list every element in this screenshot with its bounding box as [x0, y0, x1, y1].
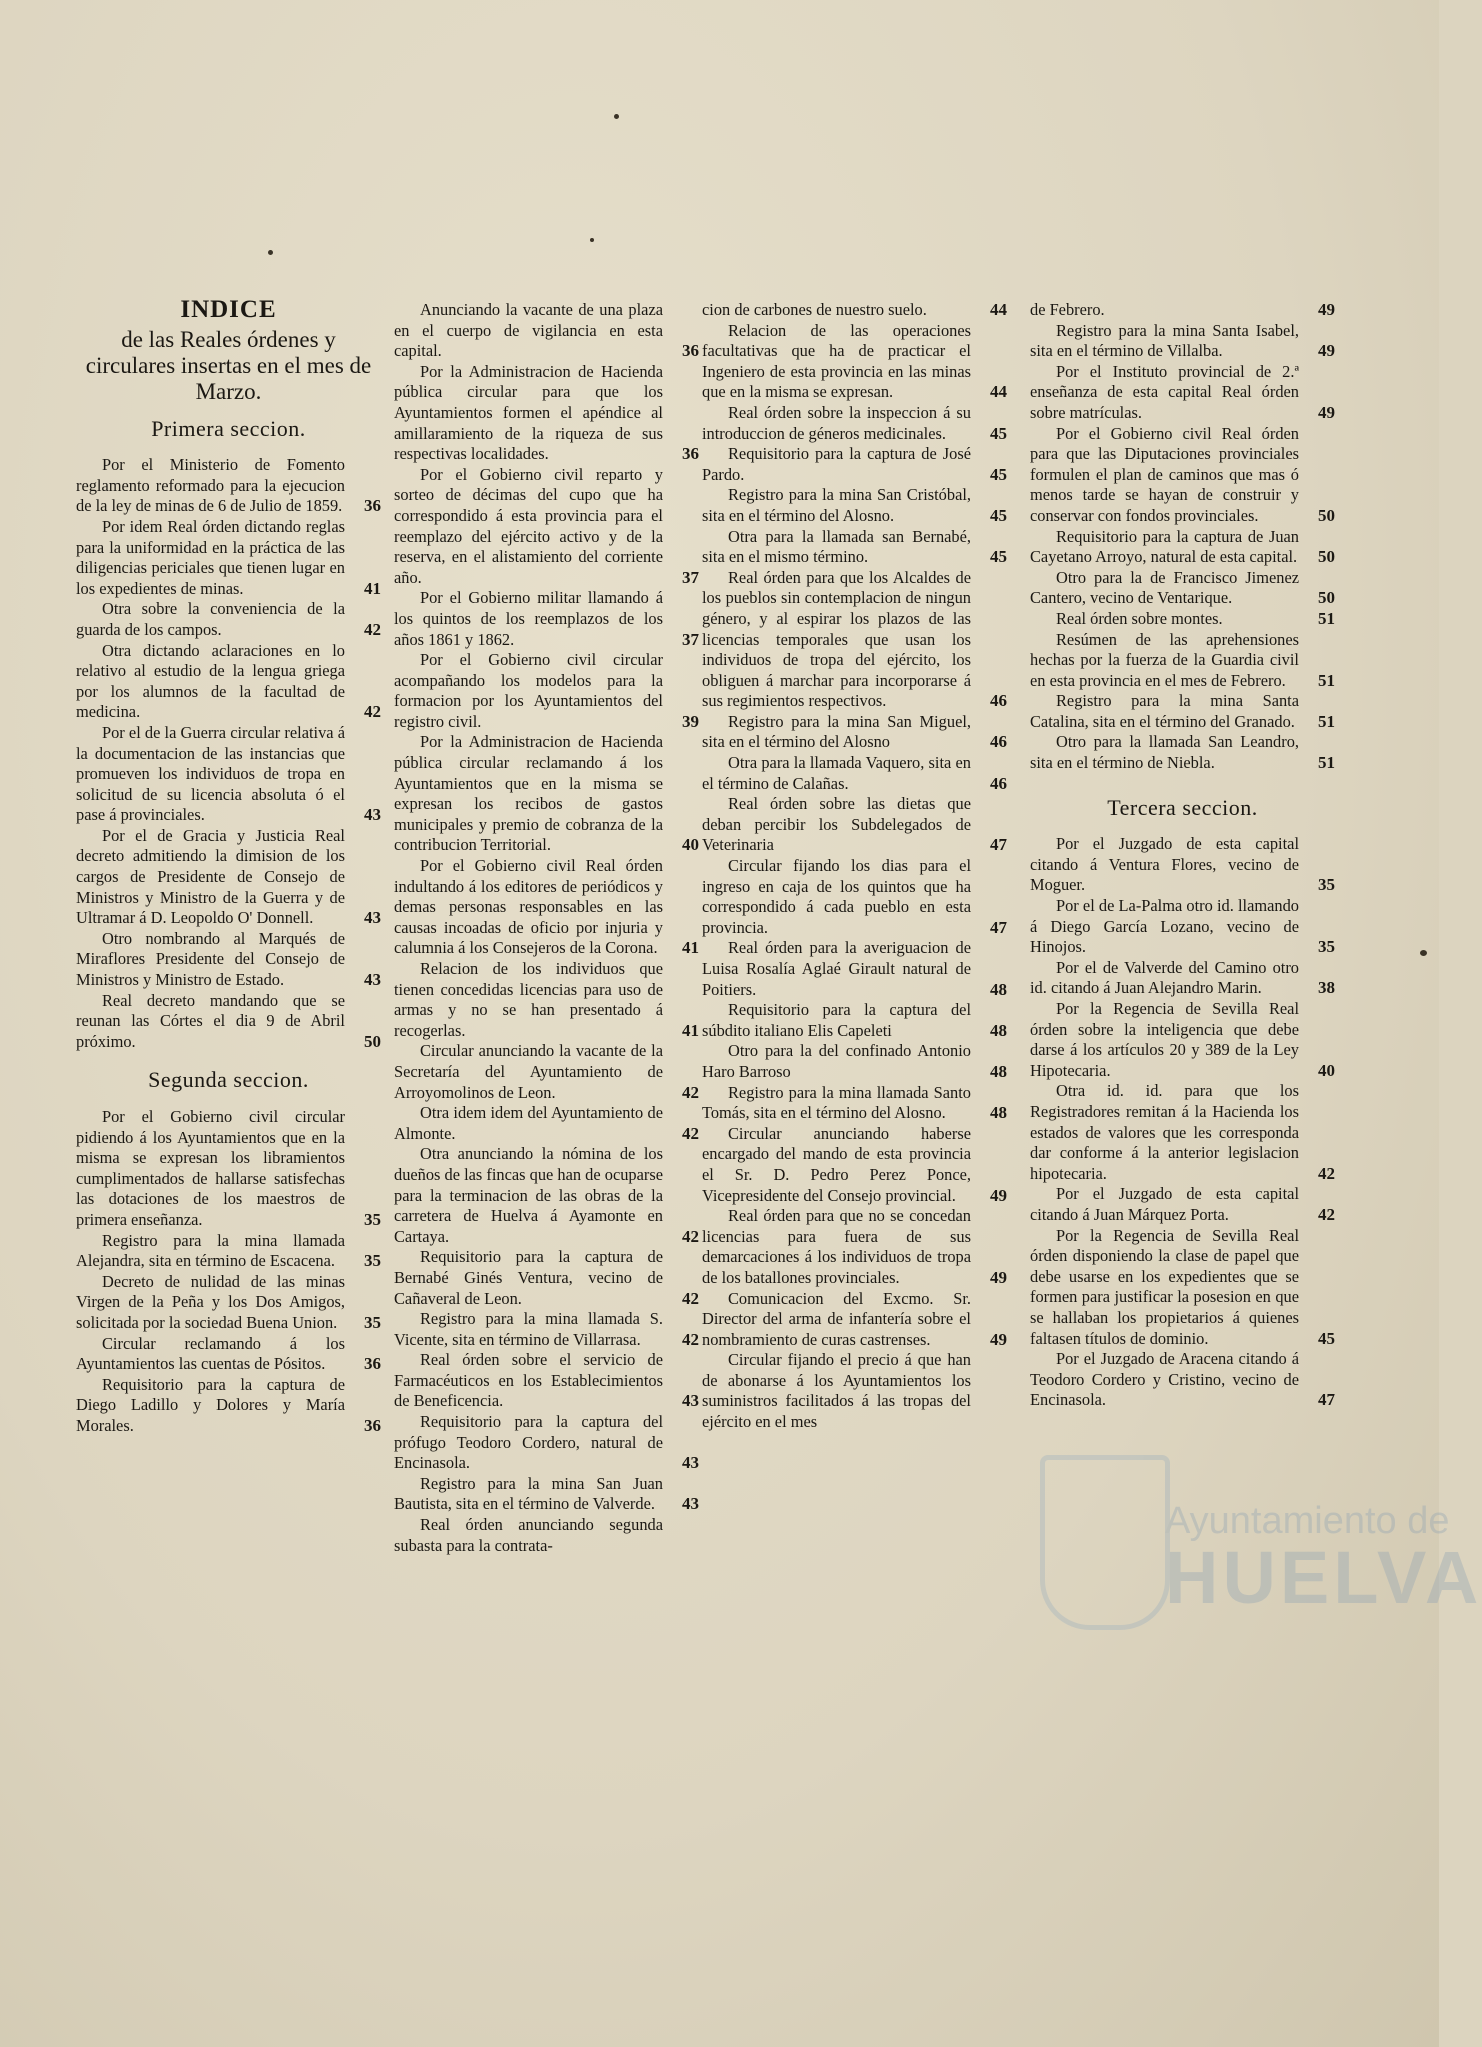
entry-page-number: 43: [682, 1494, 699, 1514]
index-entry: [394, 650, 699, 732]
entry-page-number: 49: [990, 1185, 1007, 1205]
entry-text: Requisitorio para la captura de Bernabé Ginés Ventura, vecino de Cañaveral de Leon.: [394, 1247, 663, 1308]
entry-text: Anunciando la vacante de una plaza en el cuerpo de vigilancia en esta capital.: [394, 300, 663, 361]
entry-page-number: 49: [1318, 341, 1335, 361]
entry-page-number: 42: [1318, 1163, 1335, 1183]
entry-text: Por la Regencia de Sevilla Real órden sobre la inteligencia que debe darse á los artículos 20 y 389 de la Ley Hipotecaria.: [1030, 999, 1299, 1080]
entry-text: Por el Juzgado de esta capital citando á Juan Márquez Porta.: [1030, 1184, 1299, 1224]
entry-text: Por el Gobierno civil reparto y sorteo de décimas del cupo que ha correspondido á esta provincia para el reemplazo del ejército activo y de la reserva, en el alistamiento del corriente año.: [394, 464, 663, 587]
index-entry: [702, 1083, 1007, 1124]
index-entry: [1030, 691, 1335, 732]
index-entry: [702, 856, 1007, 938]
entry-page-number: 37: [682, 567, 699, 587]
entry-page-number: 50: [1318, 547, 1335, 567]
ink-speck: [1420, 950, 1427, 956]
section-heading-segunda: Segunda seccion.: [148, 1067, 309, 1093]
entry-page-number: 49: [990, 1267, 1007, 1287]
entry-page-number: 47: [1318, 1390, 1335, 1410]
coat-of-arms-icon: [1040, 1455, 1170, 1630]
entry-text: Otra anunciando la nómina de los dueños de las fincas que han de ocuparse para la terminacion de las obras de la carretera de Huelva á Ayamonte en Cartaya.: [394, 1144, 663, 1246]
entry-text: Circular anunciando haberse encargado del mando de esta provincia el Sr. D. Pedro Perez Ponce, Vicepresidente del Consejo provincial.: [702, 1123, 971, 1205]
entries-segunda-cont: [394, 300, 699, 1556]
index-entry: [76, 723, 381, 826]
entry-page-number: 49: [990, 1329, 1007, 1349]
entry-page-number: 48: [990, 1061, 1007, 1081]
entry-text: Requisitorio para la captura de Juan Cayetano Arroyo, natural de esta capital.: [1030, 526, 1299, 567]
entry-page-number: 43: [682, 1391, 699, 1411]
entry-text: Real órden sobre montes.: [1056, 608, 1223, 628]
entry-text: Circular anunciando la vacante de la Secretaría del Ayuntamiento de Arroyomolinos de Leon.: [394, 1041, 663, 1102]
entry-text: Registro para la mina llamada Alejandra, sita en término de Escacena.: [76, 1230, 345, 1271]
entry-page-number: 43: [364, 970, 381, 990]
index-column-2: [394, 300, 699, 1556]
entries-segunda-cont-2: [702, 300, 1007, 1433]
entry-text: Real órden anunciando segunda subasta para la contrata-: [394, 1515, 663, 1555]
entry-text: Requisitorio para la captura de Diego Ladillo y Dolores y María Morales.: [76, 1374, 345, 1435]
entry-text: Por el Instituto provincial de 2.ª enseñanza de esta capital Real órden sobre matrículas.: [1030, 361, 1299, 422]
entry-text: Por el Gobierno civil circular acompañando los modelos para la formacion por los Ayuntamientos del registro civil.: [394, 650, 663, 731]
entry-page-number: 43: [364, 908, 381, 928]
entry-page-number: 42: [682, 1226, 699, 1246]
index-entry: [76, 929, 381, 991]
index-column-1: [76, 296, 381, 1437]
entry-page-number: 35: [364, 1312, 381, 1332]
index-entry: [394, 856, 699, 959]
index-entry: [1030, 999, 1335, 1081]
entry-text: Otra para la llamada Vaquero, sita en el término de Calañas.: [702, 753, 971, 793]
entry-page-number: 50: [1318, 588, 1335, 608]
index-entry: [394, 732, 699, 856]
entry-page-number: 42: [682, 1123, 699, 1143]
entry-page-number: 51: [1318, 608, 1335, 628]
index-entry: [394, 1247, 699, 1309]
entry-page-number: 47: [990, 835, 1007, 855]
entry-text: cion de carbones de nuestro suelo.: [702, 300, 927, 319]
index-entry: [76, 1231, 381, 1272]
entry-text: Real órden para que no se concedan licencias para fuera de sus demarcaciones á los individuos de tropa de los batallones provinciales.: [702, 1206, 971, 1287]
index-entry: [76, 1107, 381, 1231]
entry-page-number: 45: [1318, 1328, 1335, 1348]
entry-page-number: 45: [990, 464, 1007, 484]
index-entry: [1030, 896, 1335, 958]
entry-page-number: 46: [990, 732, 1007, 752]
entry-page-number: 35: [1318, 875, 1335, 895]
entry-text: Registro para la mina Santa Catalina, sita en el término del Granado.: [1030, 691, 1299, 731]
entry-text: Por la Administracion de Hacienda pública circular reclamando á los Ayuntamientos que en la misma se expresan los recibos de gastos municipales y premio de cobranza de la contribucion Territorial.: [394, 732, 663, 855]
index-entry: [702, 485, 1007, 526]
index-entry: [76, 1272, 381, 1334]
entry-page-number: 50: [364, 1031, 381, 1051]
index-entry: [1030, 1349, 1335, 1411]
entry-page-number: 40: [682, 835, 699, 855]
entry-text: Otro para la del confinado Antonio Haro Barroso: [702, 1041, 971, 1081]
index-entry: [702, 938, 1007, 1000]
entry-text: Registro para la mina San Miguel, sita en el término del Alosno: [702, 711, 971, 752]
entry-text: Por la Administracion de Hacienda pública circular para que los Ayuntamientos formen el apéndice al amillaramiento de la riqueza de sus respectivas localidades.: [394, 361, 663, 464]
entry-text: Registro para la mina San Juan Bautista, sita en el término de Valverde.: [394, 1473, 663, 1514]
entry-text: Por el Gobierno civil Real órden para que las Diputaciones provinciales formulen el plan de caminos que mas ó menos tarde se hayan de construir y conservar con fondos provinciales.: [1030, 423, 1299, 525]
index-entry: [702, 1206, 1007, 1288]
entry-page-number: 43: [682, 1453, 699, 1473]
index-entry: [1030, 424, 1335, 527]
index-entry: [1030, 609, 1335, 630]
index-entry: [394, 959, 699, 1041]
entry-page-number: 44: [990, 382, 1007, 402]
index-entry: [394, 1309, 699, 1350]
index-entry: [1030, 1081, 1335, 1184]
entries-segunda: [76, 1107, 381, 1437]
entry-page-number: 48: [990, 1103, 1007, 1123]
index-entry: [76, 455, 381, 517]
entry-page-number: 43: [364, 805, 381, 825]
entry-page-number: 45: [990, 423, 1007, 443]
ink-speck: [614, 114, 619, 119]
entry-page-number: 42: [682, 1288, 699, 1308]
entry-text: Real órden sobre el servicio de Farmacéuticos en los Establecimientos de Beneficencia.: [394, 1350, 663, 1411]
index-entry: [1030, 958, 1335, 999]
index-entry: [76, 1375, 381, 1437]
entry-text: Otra id. id. para que los Registradores remitan á la Hacienda los estados de valores que les corresponda dar conforme á la anterior legislacion hipotecaria.: [1030, 1081, 1299, 1183]
index-entry: [394, 362, 699, 465]
index-entry: [702, 403, 1007, 444]
index-entry: [702, 1124, 1007, 1206]
index-entry: [702, 444, 1007, 485]
index-entry: [1030, 300, 1335, 321]
entry-text: Registro para la mina San Cristóbal, sita en el término del Alosno.: [702, 485, 971, 525]
entry-text: Real decreto mandando que se reunan las Córtes el dia 9 de Abril próximo.: [76, 990, 345, 1051]
entries-segunda-end: [1030, 300, 1335, 774]
entry-page-number: 51: [1318, 670, 1335, 690]
index-entry: [702, 1350, 1007, 1432]
index-subtitle: de las Reales órdenes y circulares insertas en el mes de Marzo.: [85, 326, 372, 404]
entries-tercera: [1030, 834, 1335, 1411]
entry-text: Requisitorio para la captura del súbdito italiano Elis Capeleti: [702, 1000, 971, 1040]
entry-text: Otro nombrando al Marqués de Miraflores Presidente del Consejo de Ministros y Ministro de Estado.: [76, 928, 345, 990]
index-title: INDICE: [180, 296, 277, 323]
index-entry: [1030, 527, 1335, 568]
index-entry: [1030, 1184, 1335, 1225]
index-entry: [702, 1041, 1007, 1082]
index-entry: [1030, 1226, 1335, 1350]
entry-page-number: 49: [1318, 402, 1335, 422]
ink-speck: [590, 238, 594, 242]
index-column-4: [1030, 300, 1335, 1411]
index-entry: [702, 794, 1007, 856]
index-entry: [1030, 568, 1335, 609]
index-entry: [394, 465, 699, 589]
entry-text: Por el Ministerio de Fomento reglamento reformado para la ejecucion de la ley de minas de 6 de Julio de 1859.: [76, 455, 345, 516]
index-entry: [394, 1103, 699, 1144]
section-heading-tercera: Tercera seccion.: [1107, 794, 1258, 820]
entry-page-number: 39: [682, 711, 699, 731]
entry-text: Decreto de nulidad de las minas Virgen de la Peña y los Dos Amigos, solicitada por la sociedad Buena Union.: [76, 1271, 345, 1332]
entry-text: Circular fijando el precio á que han de abonarse á los Ayuntamientos los suministros facilitados á las tropas del ejército en el mes: [702, 1350, 971, 1432]
index-entry: [1030, 834, 1335, 896]
entry-page-number: 46: [990, 691, 1007, 711]
entry-page-number: 36: [364, 496, 381, 516]
entry-text: Por el Juzgado de esta capital citando á Ventura Flores, vecino de Moguer.: [1030, 834, 1299, 895]
entry-text: Real órden para la averiguacion de Luisa Rosalía Aglaé Girault natural de Poitiers.: [702, 938, 971, 999]
entry-text: Otro para la llamada San Leandro, sita en el término de Niebla.: [1030, 732, 1299, 773]
entry-page-number: 50: [1318, 505, 1335, 525]
index-entry: [76, 599, 381, 640]
index-entry: [394, 1515, 699, 1556]
entry-page-number: 47: [990, 917, 1007, 937]
entry-text: Requisitorio para la captura del prófugo Teodoro Cordero, natural de Encinasola.: [394, 1412, 663, 1473]
entry-text: Relacion de los individuos que tienen concedidas licencias para uso de armas y no se han presentado á recogerlas.: [394, 959, 663, 1040]
entry-text: Registro para la mina Santa Isabel, sita en el término de Villalba.: [1030, 320, 1299, 361]
entry-text: Otra dictando aclaraciones en lo relativo al estudio de la lengua griega por los alumnos de la facultad de medicina.: [76, 640, 345, 722]
municipal-watermark: [1040, 1455, 1482, 1675]
entry-text: Por el Gobierno militar llamando á los quintos de los reemplazos de los años 1861 y 1862.: [394, 588, 663, 649]
entry-text: Por el Gobierno civil Real órden indultando á los editores de periódicos y demas personas responsables en las causas incoadas de oficio por injuria y calumnia á los Consejeros de la Corona.: [394, 856, 663, 958]
entry-text: Otra para la llamada san Bernabé, sita en el mismo término.: [702, 526, 971, 567]
entry-text: Por el de Valverde del Camino otro id. citando á Juan Alejandro Marin.: [1030, 957, 1299, 998]
entry-page-number: 42: [364, 702, 381, 722]
entry-page-number: 41: [682, 1020, 699, 1040]
entry-page-number: 41: [682, 938, 699, 958]
section-heading-primera: Primera seccion.: [151, 415, 306, 441]
entries-primera: [76, 455, 381, 1052]
entry-page-number: 42: [682, 1082, 699, 1102]
entry-page-number: 46: [990, 773, 1007, 793]
index-entry: [702, 300, 1007, 321]
entry-page-number: 35: [364, 1209, 381, 1229]
index-entry: [702, 1289, 1007, 1351]
entry-page-number: 45: [990, 547, 1007, 567]
index-entry: [76, 991, 381, 1053]
entry-text: Por el de La-Palma otro id. llamando á Diego García Lozano, vecino de Hinojos.: [1030, 896, 1299, 957]
index-entry: [702, 568, 1007, 712]
entry-page-number: 36: [364, 1354, 381, 1374]
entry-text: Otra idem idem del Ayuntamiento de Almonte.: [394, 1103, 663, 1143]
entry-page-number: 51: [1318, 711, 1335, 731]
index-entry: [76, 1334, 381, 1375]
index-entry: [394, 1041, 699, 1103]
entry-text: Registro para la mina llamada S. Vicente, sita en término de Villarrasa.: [394, 1309, 663, 1349]
index-entry: [702, 753, 1007, 794]
entry-page-number: 40: [1318, 1060, 1335, 1080]
entry-page-number: 36: [682, 444, 699, 464]
ink-speck: [268, 250, 273, 255]
index-entry: [1030, 630, 1335, 692]
entry-page-number: 48: [990, 1020, 1007, 1040]
entry-page-number: 42: [682, 1329, 699, 1349]
entry-text: Otra sobre la conveniencia de la guarda de los campos.: [76, 599, 345, 639]
watermark-line-1: Ayuntamiento de: [1165, 1500, 1450, 1542]
index-column-3: [702, 300, 1007, 1433]
entry-page-number: 49: [1318, 300, 1335, 319]
entry-text: Circular fijando los dias para el ingreso en caja de los quintos que ha correspondido á cada pueblo en esta provincia.: [702, 856, 971, 937]
index-entry: [76, 641, 381, 723]
index-entry: [702, 1000, 1007, 1041]
entry-page-number: 35: [364, 1251, 381, 1271]
index-entry: [76, 517, 381, 599]
entry-page-number: 42: [1318, 1204, 1335, 1224]
entry-page-number: 36: [682, 341, 699, 361]
entry-text: Por el Gobierno civil circular pidiendo á los Ayuntamientos que en la misma se expresan los libramientos cumplimentados de hallarse satisfechas las dotaciones de los maestros de primera enseñanza.: [76, 1107, 345, 1229]
entry-text: de Febrero.: [1030, 300, 1105, 319]
index-entry: [394, 588, 699, 650]
entry-text: Resúmen de las aprehensiones hechas por la fuerza de la Guardia civil en esta provincia en el mes de Febrero.: [1030, 629, 1299, 690]
entry-text: Requisitorio para la captura de José Pardo.: [702, 444, 971, 484]
entry-text: Relacion de las operaciones facultativas que ha de practicar el Ingeniero de esta provincia en las minas que en la misma se expresan.: [702, 320, 971, 402]
entry-page-number: 44: [990, 300, 1007, 319]
entry-page-number: 37: [682, 629, 699, 649]
entry-text: Real órden sobre la inspeccion á su introduccion de géneros medicinales.: [702, 402, 971, 443]
entry-text: Real órden para que los Alcaldes de los pueblos sin contemplacion de ningun género, y al espirar los plazos de las licencias temporales que usan los individuos de tropa del ejército, los obliguen á marchar para incorporarse á sus regimientos respectivos.: [702, 567, 971, 711]
entry-page-number: 41: [364, 578, 381, 598]
index-entry: [1030, 362, 1335, 424]
entry-text: Por idem Real órden dictando reglas para la uniformidad en la práctica de las diligencias periciales que tienen lugar en los expedientes de minas.: [76, 516, 345, 598]
index-entry: [1030, 321, 1335, 362]
index-entry: [394, 1474, 699, 1515]
entry-page-number: 38: [1318, 978, 1335, 998]
entry-text: Comunicacion del Excmo. Sr. Director del arma de infantería sobre el nombramiento de curas castrenses.: [702, 1288, 971, 1349]
entry-text: Por el Juzgado de Aracena citando á Teodoro Cordero y Cristino, vecino de Encinasola.: [1030, 1349, 1299, 1410]
index-entry: [394, 300, 699, 362]
entry-page-number: 45: [990, 505, 1007, 525]
entry-text: Otro para la de Francisco Jimenez Cantero, vecino de Ventarique.: [1030, 567, 1299, 608]
watermark-line-2: HUELVA: [1165, 1536, 1482, 1619]
entry-text: Circular reclamando á los Ayuntamientos las cuentas de Pósitos.: [76, 1333, 345, 1374]
entry-text: Por la Regencia de Sevilla Real órden disponiendo la clase de papel que debe usarse en los expedientes que se formen para justificar la posesion en que se hallaban los propietarios á quienes faltasen títulos de dominio.: [1030, 1225, 1299, 1348]
index-entry: [702, 321, 1007, 403]
entry-page-number: 36: [364, 1415, 381, 1435]
index-entry: [702, 527, 1007, 568]
index-entry: [394, 1412, 699, 1474]
entry-page-number: 42: [364, 619, 381, 639]
index-entry: [394, 1144, 699, 1247]
entry-page-number: 35: [1318, 937, 1335, 957]
index-entry: [1030, 732, 1335, 773]
entry-page-number: 48: [990, 979, 1007, 999]
index-entry: [702, 712, 1007, 753]
entry-text: Registro para la mina llamada Santo Tomás, sita en el término del Alosno.: [702, 1082, 971, 1123]
entry-text: Real órden sobre las dietas que deban percibir los Subdelegados de Veterinaria: [702, 794, 971, 855]
index-entry: [394, 1350, 699, 1412]
entry-text: Por el de Gracia y Justicia Real decreto admitiendo la dimision de los cargos de Presidente de Consejo de Ministros y Ministro de la Guerra y de Ultramar á D. Leopoldo O' Donnell.: [76, 825, 345, 928]
entry-page-number: 51: [1318, 753, 1335, 773]
entry-text: Por el de la Guerra circular relativa á la documentacion de las instancias que promueven los individuos de tropa en solicitud de su licencia absoluta ó el pase á provinciales.: [76, 722, 345, 825]
index-entry: [76, 826, 381, 929]
